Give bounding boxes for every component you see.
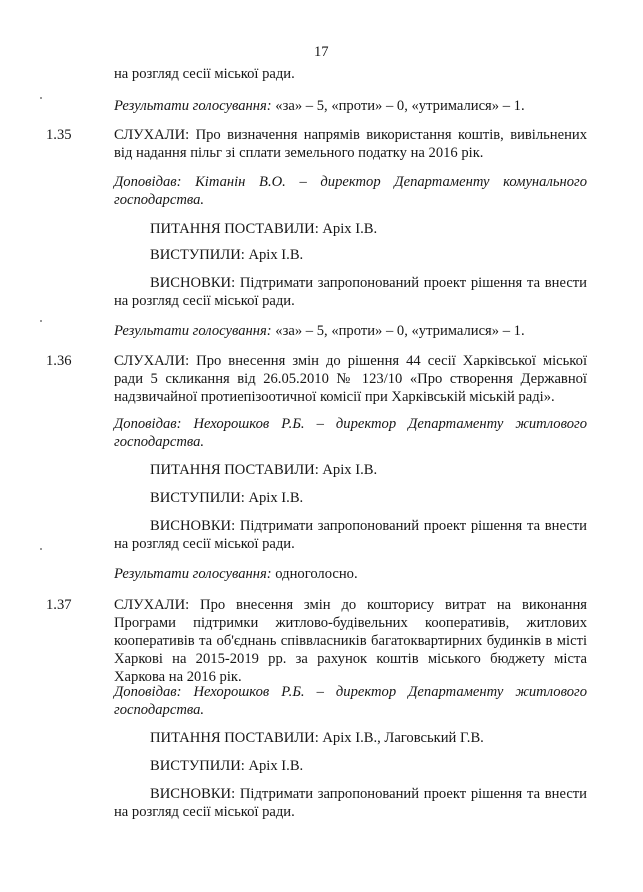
vote-text: «за» – 5, «проти» – 0, «утрималися» – 1. — [271, 323, 525, 339]
heard-line: ради 5 скликання від 26.05.2010 № 123/10 «Про створення Державної — [114, 371, 587, 387]
vote-label: Результати голосування: — [114, 323, 272, 339]
heard-text: Про внесення змін до кошторису витрат на виконання — [189, 597, 587, 613]
spoke-line: ВИСТУПИЛИ: Аріх І.В. — [150, 490, 304, 506]
reporter-line: господарства. — [114, 192, 205, 208]
heard-line — [114, 597, 587, 614]
questions-line: ПИТАННЯ ПОСТАВИЛИ: Аріх І.В., Лаговський Г.В. — [150, 730, 484, 746]
heard-line: Програми підтримки житлово-будівельних кооперативів, житлових — [114, 615, 587, 631]
item-number: 1.36 — [46, 353, 72, 369]
conclusions-line: ВИСНОВКИ: Підтримати запропонований проект рішення та внести — [150, 786, 587, 802]
heard-line — [114, 127, 587, 144]
heard-line: кооперативів та об'єднань співвласників багатоквартирних будинків в місті — [114, 633, 587, 649]
vote-result — [114, 98, 525, 115]
heard-text: Про визначення напрямів використання коштів, вивільнених — [189, 127, 587, 143]
scan-speck — [40, 97, 42, 99]
reporter-line: господарства. — [114, 434, 205, 450]
vote-label: Результати голосування: — [114, 566, 272, 582]
heard-line: Харкова на 2016 рік. — [114, 669, 242, 685]
questions-line: ПИТАННЯ ПОСТАВИЛИ: Аріх І.В. — [150, 221, 378, 237]
reporter-line: Доповідав: Нехорошков Р.Б. – директор Департаменту житлового — [114, 684, 587, 700]
item-number: 1.35 — [46, 127, 72, 143]
reporter-line: Доповідав: Нехорошков Р.Б. – директор Департаменту житлового — [114, 416, 587, 432]
reporter-line: господарства. — [114, 702, 205, 718]
conclusions-line: ВИСНОВКИ: Підтримати запропонований проект рішення та внести — [150, 518, 587, 534]
vote-text: одноголосно. — [271, 566, 358, 582]
reporter-line: Доповідав: Кітанін В.О. – директор Департаменту комунального — [114, 174, 587, 190]
vote-text: «за» – 5, «проти» – 0, «утрималися» – 1. — [271, 98, 525, 114]
conclusions-line: на розгляд сесії міської ради. — [114, 804, 295, 820]
page-number: 17 — [314, 44, 329, 60]
heard-label: СЛУХАЛИ: — [114, 353, 190, 369]
conclusions-line: на розгляд сесії міської ради. — [114, 293, 295, 309]
heard-label: СЛУХАЛИ: — [114, 127, 190, 143]
heard-line: надзвичайної протиепізоотичної комісії при Харківській міській раді». — [114, 389, 555, 405]
questions-line: ПИТАННЯ ПОСТАВИЛИ: Аріх І.В. — [150, 462, 378, 478]
continuation-line: на розгляд сесії міської ради. — [114, 66, 295, 82]
heard-line: Харкові на 2015-2019 рр. за рахунок коштів міського бюджету міста — [114, 651, 587, 667]
scan-speck — [40, 548, 42, 550]
conclusions-line: ВИСНОВКИ: Підтримати запропонований проект рішення та внести — [150, 275, 587, 291]
vote-result — [114, 323, 525, 340]
heard-label: СЛУХАЛИ: — [114, 597, 190, 613]
vote-label: Результати голосування: — [114, 98, 272, 114]
conclusions-line: на розгляд сесії міської ради. — [114, 536, 295, 552]
spoke-line: ВИСТУПИЛИ: Аріх І.В. — [150, 247, 304, 263]
scan-speck — [40, 320, 42, 322]
heard-text: Про внесення змін до рішення 44 сесії Харківської міської — [189, 353, 587, 369]
spoke-line: ВИСТУПИЛИ: Аріх І.В. — [150, 758, 304, 774]
item-number: 1.37 — [46, 597, 72, 613]
heard-line — [114, 353, 587, 370]
heard-line: від надання пільг зі сплати земельного податку на 2016 рік. — [114, 145, 484, 161]
vote-result — [114, 566, 358, 583]
